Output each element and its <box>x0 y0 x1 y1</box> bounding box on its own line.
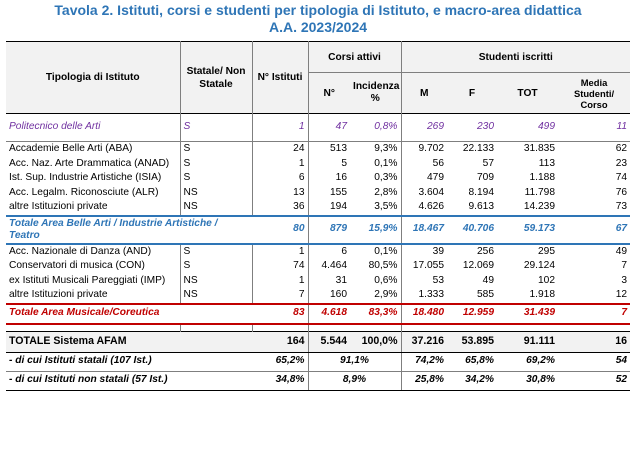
cell-statale: NS <box>180 200 252 216</box>
cell-tot: 295 <box>538 245 555 257</box>
cell-corsi: 160 <box>330 289 347 300</box>
cell-media: 76 <box>615 186 628 198</box>
cell-media: 23 <box>615 157 628 169</box>
cell-f: 34,2% <box>447 371 497 390</box>
title-line-1: Tavola 2. Istituti, corsi e studenti per tipologia di Istituto, e macro-area didattica <box>54 2 582 18</box>
cell-media: 7 <box>558 304 630 324</box>
cell-corsi: 16 <box>335 172 347 183</box>
cell-tipologia: Acc. Naz. Arte Drammatica (ANAD) <box>6 157 180 172</box>
cell-media: 54 <box>558 352 630 371</box>
cell-corsi: 513 <box>330 143 347 154</box>
cell-media: 12 <box>615 289 628 300</box>
header-istituti: N° Istituti <box>252 42 308 114</box>
data-table <box>6 41 630 391</box>
cell-tot: 69,2% <box>497 352 558 371</box>
cell-f: 49 <box>482 274 494 286</box>
table-row <box>6 288 630 304</box>
header-tipologia: Tipologia di Istituto <box>6 42 180 114</box>
cell-f: 65,8% <box>447 352 497 371</box>
cell-media: 74 <box>615 172 628 183</box>
cell-f: 40.706 <box>447 216 497 244</box>
cell-statale: S <box>180 157 252 172</box>
table-row-totale-belle-arti <box>6 216 630 244</box>
cell-tot: 11.798 <box>524 186 555 198</box>
cell-tipologia: altre Istituzioni private <box>6 288 180 304</box>
cell-tot: 30,8% <box>497 371 558 390</box>
cell-incidenza: 2,9% <box>350 288 401 304</box>
cell-media: 16 <box>558 331 630 352</box>
cell-statale: S <box>180 142 252 157</box>
cell-incidenza: 0,6% <box>350 274 401 289</box>
cell-corsi: 4.464 <box>321 260 347 271</box>
cell-istituti: 34,8% <box>252 371 308 390</box>
cell-media: 62 <box>615 143 628 154</box>
cell-tipologia: altre Istituzioni private <box>6 200 180 216</box>
cell-corsi: 879 <box>308 216 350 244</box>
cell-f: 22.133 <box>462 143 494 154</box>
cell-f: 8.194 <box>468 186 494 198</box>
header-tot: TOT <box>497 73 558 114</box>
cell-media: 7 <box>621 260 628 271</box>
table-row-politecnico <box>6 120 630 135</box>
cell-corsi: 91,1% <box>308 352 401 371</box>
cell-tipologia: - di cui Istituti non statali (57 Ist.) <box>6 371 252 390</box>
cell-incidenza: 3,5% <box>350 200 401 216</box>
header-f: F <box>447 73 497 114</box>
cell-m: 479 <box>427 172 444 183</box>
cell-tot: 499 <box>538 121 555 133</box>
cell-media: 52 <box>558 371 630 390</box>
table-row-statali <box>6 352 630 371</box>
cell-m: 39 <box>432 245 444 257</box>
cell-istituti: 1 <box>252 120 308 135</box>
cell-media: 3 <box>621 274 628 286</box>
cell-tot: 31.439 <box>497 304 558 324</box>
cell-incidenza: 15,9% <box>350 216 401 244</box>
cell-tipologia: Totale Area Musicale/Coreutica <box>6 304 252 324</box>
cell-incidenza: 2,8% <box>350 186 401 201</box>
cell-m: 9.702 <box>418 143 444 154</box>
table-row <box>6 142 630 157</box>
cell-tipologia: Politecnico delle Arti <box>6 120 180 135</box>
cell-m: 17.055 <box>412 260 444 271</box>
header-num: N° <box>308 73 350 114</box>
cell-m: 4.626 <box>418 201 444 212</box>
cell-statale: NS <box>180 186 252 201</box>
cell-tot: 14.239 <box>523 201 555 212</box>
cell-f: 9.613 <box>468 201 494 212</box>
title-line-2: A.A. 2023/2024 <box>268 19 368 35</box>
cell-m: 25,8% <box>401 371 447 390</box>
cell-tot: 102 <box>538 274 555 286</box>
cell-corsi: 155 <box>330 186 347 198</box>
cell-corsi: 194 <box>330 201 347 212</box>
cell-statale: S <box>180 171 252 186</box>
cell-statale: S <box>180 259 252 274</box>
cell-tipologia: Acc. Legalm. Riconosciute (ALR) <box>6 186 180 201</box>
cell-m: 56 <box>432 157 444 169</box>
cell-statale: S <box>180 244 252 260</box>
table-row <box>6 244 630 260</box>
cell-tipologia: Acc. Nazionale di Danza (AND) <box>6 244 180 260</box>
cell-f: 230 <box>477 121 494 133</box>
cell-incidenza: 0,1% <box>350 244 401 260</box>
table-title <box>0 0 636 36</box>
cell-f: 256 <box>477 245 494 257</box>
cell-tot: 29.124 <box>523 260 555 271</box>
cell-istituti: 24 <box>252 142 308 157</box>
table-row <box>6 274 630 289</box>
header-m: M <box>401 73 447 114</box>
cell-media: 49 <box>615 245 628 257</box>
cell-tipologia: TOTALE Sistema AFAM <box>6 331 252 352</box>
cell-f: 12.959 <box>447 304 497 324</box>
cell-incidenza: 83,3% <box>350 304 401 324</box>
cell-m: 18.467 <box>401 216 447 244</box>
table-row-non-statali <box>6 371 630 390</box>
cell-istituti: 1 <box>252 157 308 172</box>
cell-incidenza: 0,3% <box>350 171 401 186</box>
cell-istituti: 6 <box>252 171 308 186</box>
table-row <box>6 171 630 186</box>
cell-m: 74,2% <box>401 352 447 371</box>
cell-istituti: 65,2% <box>252 352 308 371</box>
table-row <box>6 186 630 201</box>
table-row <box>6 259 630 274</box>
cell-corsi: 47 <box>335 121 347 133</box>
cell-statale: S <box>180 120 252 135</box>
cell-istituti: 1 <box>252 244 308 260</box>
cell-media: 67 <box>558 216 630 244</box>
header-studenti-iscritti: Studenti iscritti <box>401 42 630 73</box>
cell-incidenza: 0,8% <box>350 120 401 135</box>
cell-statale: NS <box>180 274 252 289</box>
cell-incidenza: 0,1% <box>350 157 401 172</box>
cell-tipologia: Totale Area Belle Arti / Industrie Artistiche / Teatro <box>6 216 252 244</box>
cell-istituti: 7 <box>252 288 308 304</box>
cell-media: 11 <box>616 121 628 133</box>
cell-tot: 1.918 <box>529 289 555 300</box>
cell-statale: NS <box>180 288 252 304</box>
cell-f: 585 <box>477 289 494 300</box>
cell-tot: 91.111 <box>497 331 558 352</box>
cell-f: 12.069 <box>462 260 494 271</box>
cell-m: 1.333 <box>418 289 444 300</box>
table-row-totale-musicale <box>6 304 630 324</box>
cell-istituti: 1 <box>252 274 308 289</box>
cell-tipologia: - di cui Istituti statali (107 Ist.) <box>6 352 252 371</box>
header-corsi-attivi: Corsi attivi <box>308 42 401 73</box>
cell-istituti: 36 <box>252 200 308 216</box>
cell-istituti: 164 <box>252 331 308 352</box>
cell-f: 53.895 <box>447 331 497 352</box>
cell-corsi: 5 <box>341 157 347 169</box>
table-row <box>6 157 630 172</box>
cell-corsi: 5.544 <box>308 331 350 352</box>
cell-corsi: 8,9% <box>308 371 401 390</box>
cell-corsi: 31 <box>335 274 347 286</box>
table-row <box>6 200 630 216</box>
cell-tot: 31.835 <box>523 143 555 154</box>
cell-media: 73 <box>615 201 628 212</box>
cell-m: 37.216 <box>401 331 447 352</box>
cell-m: 269 <box>427 121 444 133</box>
cell-incidenza: 80,5% <box>350 259 401 274</box>
cell-m: 3.604 <box>418 186 444 198</box>
header-incidenza: Incidenza % <box>350 73 401 114</box>
cell-tot: 113 <box>538 157 555 169</box>
cell-incidenza: 100,0% <box>350 331 401 352</box>
cell-m: 18.480 <box>401 304 447 324</box>
cell-tipologia: Conservatori di musica (CON) <box>6 259 180 274</box>
cell-istituti: 83 <box>252 304 308 324</box>
cell-tot: 59.173 <box>497 216 558 244</box>
cell-istituti: 13 <box>252 186 308 201</box>
cell-istituti: 80 <box>252 216 308 244</box>
header-statale: Statale/ Non Statale <box>180 42 252 114</box>
cell-corsi: 6 <box>341 245 347 257</box>
cell-m: 53 <box>432 274 444 286</box>
cell-tipologia: Accademie Belle Arti (ABA) <box>6 142 180 157</box>
cell-tot: 1.188 <box>529 172 555 183</box>
cell-tipologia: Ist. Sup. Industrie Artistiche (ISIA) <box>6 171 180 186</box>
cell-incidenza: 9,3% <box>350 142 401 157</box>
cell-corsi: 4.618 <box>308 304 350 324</box>
cell-f: 57 <box>482 157 494 169</box>
table-row-totale-sistema <box>6 331 630 352</box>
cell-tipologia: ex Istituti Musicali Pareggiati (IMP) <box>6 274 180 289</box>
header-media: Media Studenti/ Corso <box>558 73 630 114</box>
cell-f: 709 <box>477 172 494 183</box>
cell-istituti: 74 <box>252 259 308 274</box>
